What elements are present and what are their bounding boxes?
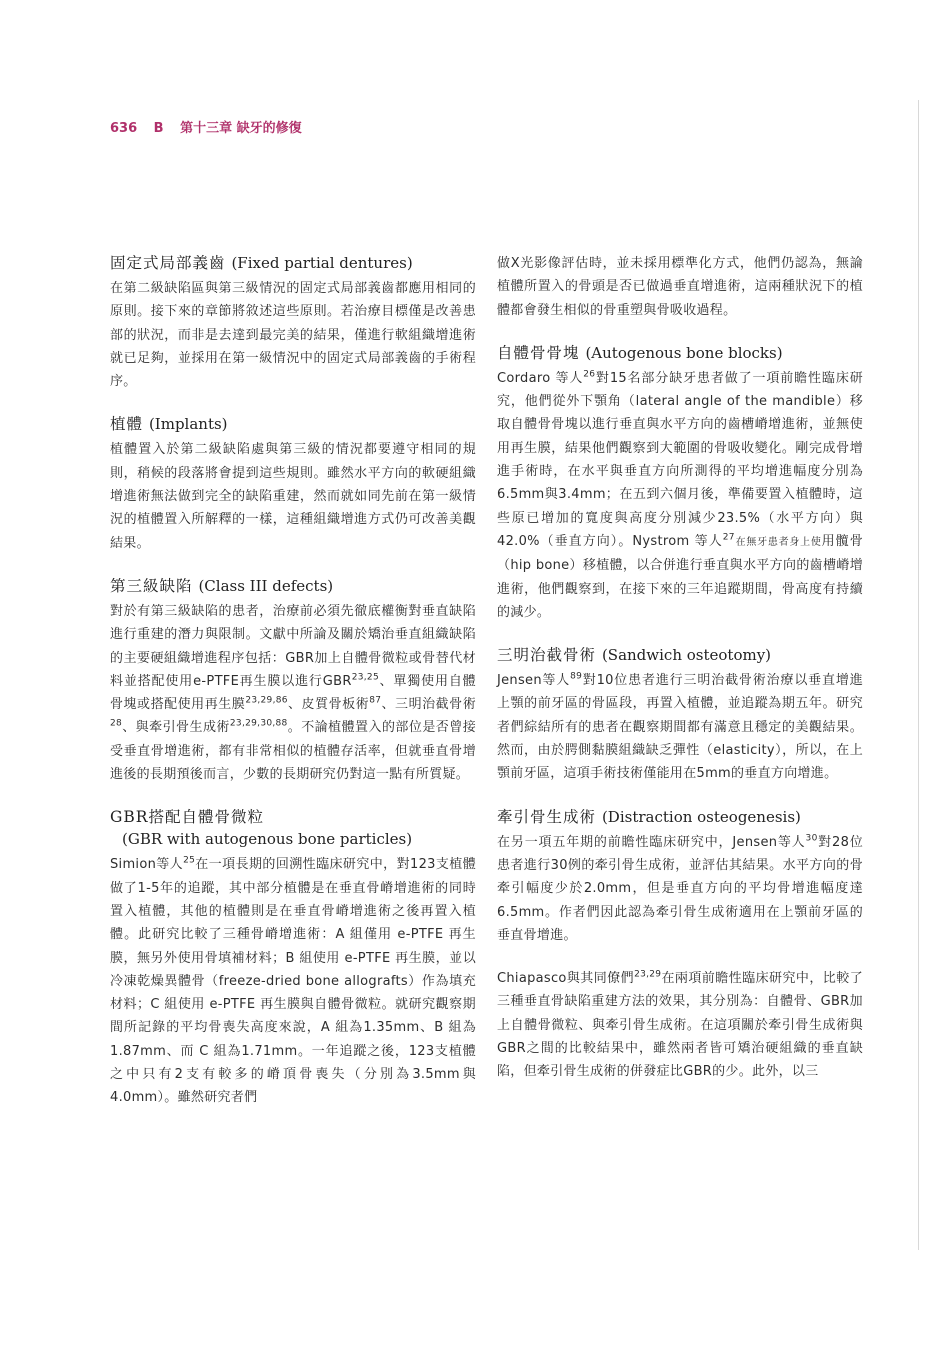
paragraph: 在第二級缺陷區與第三級情況的固定式局部義齒都應用相同的原則。接下來的章節將敘述這些原則。若治療目標僅是改善患部的狀況，而非是去達到最完美的結果，僅進行軟組織增進術就已足夠，並採用在第一級情況中的固定式局部義齒的手術程序。 — [110, 281, 476, 390]
paragraph: Chiapasco與其同僚們$^{23,29}$在兩項前瞻性臨床研究中，比較了三種垂直骨缺陷重建方法的效果，其分別為：自體骨、GBR加上自體骨微粒、與牽引骨生成術。在這項關於牽引骨生成術與GBR之間的比較結果中，雖然兩者皆可矯治硬組織的垂直缺陷，但牽引骨生成術的併發症比GBR的少。此外，以三 — [497, 969, 863, 1080]
paragraph: 做X光影像評估時，並未採用標準化方式，他們仍認為，無論植體所置入的骨頭是否已做過垂直增進術，這兩種狀況下的植體都會發生相似的骨重塑與骨吸收過程。 — [497, 256, 863, 318]
running-header — [110, 117, 314, 136]
section-distraction-osteogenesis — [497, 806, 863, 947]
section-heading: 植體 (Implants) — [110, 415, 228, 434]
section-autogenous-bone-blocks — [497, 342, 863, 624]
citation: 89 — [570, 671, 583, 682]
section-heading: 三明治截骨術 (Sandwich osteotomy) — [497, 646, 772, 665]
section-class-iii-defects — [110, 575, 476, 786]
citation: 23,29,30,88 — [229, 719, 288, 730]
citation: 87 — [369, 695, 382, 706]
section-continuation — [497, 252, 863, 322]
section-implants — [110, 413, 476, 554]
section-heading: 第三級缺陷 (Class III defects) — [110, 576, 334, 595]
section-fixed-partial-dentures — [110, 252, 476, 393]
citation: 26 — [583, 369, 596, 380]
citation: 30 — [805, 833, 818, 844]
left-column — [110, 252, 476, 1130]
citation: 27 — [722, 532, 735, 543]
section-heading: 自體骨骨塊 (Autogenous bone blocks) — [497, 343, 783, 362]
page-number: 636 — [110, 121, 138, 136]
paragraph: 對於有第三級缺陷的患者，治療前必須先徹底權衡對垂直缺陷進行重建的潛力與限制。文獻中所論及關於矯治垂直組織缺陷的主要硬組織增進程序包括：GBR加上自體骨微粒或骨替代材料並搭配使用e-PTFE再生膜以進行GBR$^{23,25}$、單獨使用自體骨塊或搭配使用再生膜$^{23,29,86}$、皮質骨板術$^{87}$、三明治截骨術$^{28}$、與牽引骨生成術$^{23,29,30,88}$。不論植體置入的部位是否曾接受垂直骨增進術，都有非常相似的植體存活率，但就垂直骨增進後的長期預後而言，少數的長期研究仍對這一點有所質疑。 — [110, 603, 477, 783]
page-edge-rule — [918, 100, 919, 1250]
citation: 28 — [110, 719, 123, 730]
paragraph: Simion等人$^{25}$在一項長期的回溯性臨床研究中，對123支植體做了1-5年的追蹤，其中部分植體是在垂直骨嵴增進術的同時置入植體，其他的植體則是在垂直骨嵴增進術之後再置入植體。此研究比較了三種骨嵴增進術：A 組僅用 e-PTFE 再生膜，無另外使用骨填補材料；B 組使用 e-PTFE 再生膜，並以冷凍乾燥異體骨（freeze-dried bone allografts）作為填充材料；C 組使用 e-PTFE 再生膜與自體骨微粒。就研究觀察期間所記錄的平均骨喪失高度來說，A 組為1.35mm、B 組為1.87mm、而 C 組為1.71mm。一年追蹤之後，123支植體之中只有2支有較多的嵴頂骨喪失（分別為3.5mm與4.0mm）。雖然研究者們 — [110, 856, 477, 1106]
chapter-title: 第十三章 缺牙的修復 — [180, 121, 302, 136]
section-heading: 牽引骨生成術 (Distraction osteogenesis) — [497, 807, 801, 826]
citation: 23,29 — [634, 969, 662, 980]
section-sandwich-osteotomy — [497, 644, 863, 785]
section-gbr-autogenous-particles — [110, 806, 476, 1109]
citation: 23,25 — [351, 672, 379, 683]
part-letter: B — [153, 121, 164, 136]
right-column — [497, 252, 863, 1104]
section-comparison — [497, 967, 863, 1083]
paragraph: Jensen等人$^{89}$對10位患者進行三明治截骨術治療以垂直增進上顎的前牙區的骨區段，再置入植體，並追蹤為期五年。研究者們綜結所有的患者在觀察期間都有滿意且穩定的美觀結果。然而，由於腭側黏膜組織缺乏彈性（elasticity），所以，在上顎前牙區，這項手術技術僅能用在5mm的垂直方向增進。 — [497, 671, 864, 782]
paragraph: 植體置入於第二級缺陷處與第三級的情況都要遵守相同的規則，稍候的段落將會提到這些規則。雖然水平方向的軟硬組織增進術無法做到完全的缺陷重建，然而就如同先前在第一級情況的植體置入所解釋的一樣，這種組織增進方式仍可改善美觀結果。 — [110, 442, 476, 551]
section-heading: 固定式局部義齒 (Fixed partial dentures) — [110, 254, 413, 272]
paragraph: 在另一項五年期的前瞻性臨床研究中，Jensen等人$^{30}$對28位患者進行30例的牽引骨生成術，並評估其結果。水平方向的骨牽引幅度少於2.0mm，但是垂直方向的平均骨增進幅度達6.5mm。作者們因此認為牽引骨生成術適用在上顎前牙區的垂直骨增進。 — [497, 833, 863, 943]
citation: 25 — [183, 856, 196, 867]
section-heading: GBR搭配自體骨微粒 (GBR with autogenous bone particles) — [110, 808, 413, 849]
citation: 23,29,86 — [245, 695, 288, 706]
paragraph: Cordaro 等人$^{26}$對15名部分缺牙患者做了一項前瞻性臨床研究，他們從外下顎角（lateral angle of the mandible）移取自體骨骨塊以進行垂直與水平方向的齒槽嵴增進術，並無使用再生膜，結果他們觀察到大範圍的骨吸收變化。剛完成骨增進手術時，在水平與垂直方向所測得的平均增進幅度分別為6.5mm與3.4mm；在五到六個月後，準備要置入植體時，這些原已增加的寬度與高度分別減少23.5%（水平方向）與42.0%（垂直方向）。Nystrom 等人$^{27}$在無牙患者身上使用髖骨（hip bone）移植體，以合併進行垂直與水平方向的齒槽嵴增進術，他們觀察到，在接下來的三年追蹤期間，骨高度有持續的減少。 — [497, 369, 864, 620]
